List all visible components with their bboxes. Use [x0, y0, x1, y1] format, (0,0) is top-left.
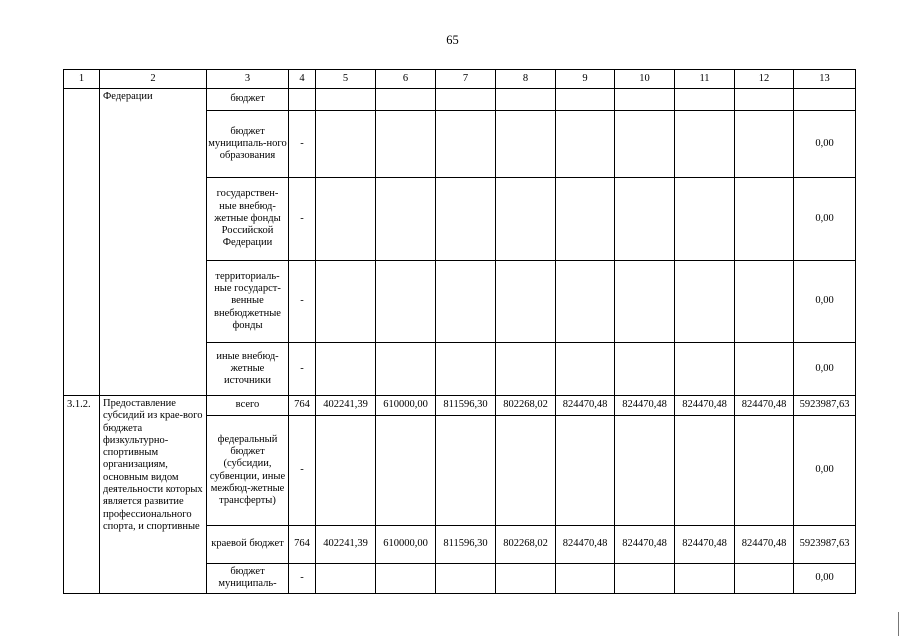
value-cell [376, 343, 436, 396]
total-cell: 0,00 [794, 343, 856, 396]
value-cell [735, 178, 794, 261]
value-cell [376, 261, 436, 343]
value-cell: 824470,48 [735, 526, 794, 564]
total-cell: 5923987,63 [794, 396, 856, 416]
funding-source-cell: территориаль-ные государст-венные внебюджетные фонды [207, 261, 289, 343]
value-cell: 824470,48 [615, 526, 675, 564]
row-number-cell: 3.1.2. [64, 396, 100, 594]
value-cell [436, 178, 496, 261]
code-cell: - [289, 261, 316, 343]
value-cell [496, 178, 556, 261]
value-cell [556, 416, 615, 526]
value-cell [615, 89, 675, 111]
value-cell: 824470,48 [675, 396, 735, 416]
value-cell [556, 178, 615, 261]
funding-source-cell: всего [207, 396, 289, 416]
measure-name-cell: Предоставление субсидий из крае-вого бюджета физкультурно-спортивным организациям, основным видом деятельности которых является развитие профессионального спорта, и спортивные [100, 396, 207, 594]
value-cell [556, 111, 615, 178]
value-cell [316, 111, 376, 178]
page-edge-mark [898, 612, 899, 636]
value-cell [436, 111, 496, 178]
funding-source-cell: краевой бюджет [207, 526, 289, 564]
value-cell [316, 416, 376, 526]
value-cell [436, 89, 496, 111]
value-cell [556, 564, 615, 594]
value-cell [496, 111, 556, 178]
value-cell [735, 564, 794, 594]
value-cell: 811596,30 [436, 396, 496, 416]
value-cell [675, 416, 735, 526]
value-cell [436, 343, 496, 396]
header-cell: 9 [556, 70, 615, 89]
value-cell: 811596,30 [436, 526, 496, 564]
value-cell [496, 416, 556, 526]
value-cell [496, 564, 556, 594]
total-cell: 5923987,63 [794, 526, 856, 564]
value-cell [376, 416, 436, 526]
funding-source-cell: бюджет муниципаль- [207, 564, 289, 594]
table-row [64, 89, 856, 111]
code-cell: 764 [289, 526, 316, 564]
value-cell [496, 261, 556, 343]
value-cell [556, 261, 615, 343]
value-cell [615, 343, 675, 396]
value-cell [735, 111, 794, 178]
value-cell [316, 261, 376, 343]
value-cell [376, 89, 436, 111]
value-cell [675, 178, 735, 261]
header-cell: 10 [615, 70, 675, 89]
value-cell: 824470,48 [675, 526, 735, 564]
value-cell [675, 261, 735, 343]
total-cell: 0,00 [794, 564, 856, 594]
value-cell [316, 178, 376, 261]
total-cell [794, 89, 856, 111]
code-cell: - [289, 178, 316, 261]
value-cell [436, 261, 496, 343]
value-cell [556, 343, 615, 396]
code-cell: - [289, 416, 316, 526]
header-cell: 5 [316, 70, 376, 89]
value-cell: 802268,02 [496, 526, 556, 564]
value-cell [556, 89, 615, 111]
value-cell: 610000,00 [376, 526, 436, 564]
value-cell: 802268,02 [496, 396, 556, 416]
value-cell: 402241,39 [316, 526, 376, 564]
value-cell: 824470,48 [556, 396, 615, 416]
header-cell: 1 [64, 70, 100, 89]
value-cell: 824470,48 [735, 396, 794, 416]
value-cell [735, 416, 794, 526]
budget-table [63, 69, 856, 594]
code-cell [289, 89, 316, 111]
total-cell: 0,00 [794, 178, 856, 261]
funding-source-cell: иные внебюд-жетные источники [207, 343, 289, 396]
value-cell: 824470,48 [556, 526, 615, 564]
value-cell [675, 89, 735, 111]
total-cell: 0,00 [794, 111, 856, 178]
value-cell [436, 564, 496, 594]
value-cell [316, 564, 376, 594]
funding-source-cell: бюджет [207, 89, 289, 111]
value-cell [735, 89, 794, 111]
value-cell: 402241,39 [316, 396, 376, 416]
value-cell [496, 89, 556, 111]
value-cell [615, 178, 675, 261]
measure-name-cell: Федерации [100, 89, 207, 396]
header-row [64, 70, 856, 89]
value-cell [436, 416, 496, 526]
value-cell [675, 343, 735, 396]
value-cell [735, 261, 794, 343]
value-cell [615, 261, 675, 343]
funding-source-cell: федеральный бюджет (субсидии, субвенции, иные межбюд-жетные трансферты) [207, 416, 289, 526]
value-cell [376, 178, 436, 261]
value-cell [376, 564, 436, 594]
header-cell: 6 [376, 70, 436, 89]
header-cell: 12 [735, 70, 794, 89]
header-cell: 4 [289, 70, 316, 89]
value-cell [376, 111, 436, 178]
value-cell [675, 564, 735, 594]
row-number-cell [64, 89, 100, 396]
value-cell: 824470,48 [615, 396, 675, 416]
header-cell: 2 [100, 70, 207, 89]
value-cell [615, 111, 675, 178]
total-cell: 0,00 [794, 416, 856, 526]
code-cell: 764 [289, 396, 316, 416]
code-cell: - [289, 564, 316, 594]
value-cell [615, 416, 675, 526]
code-cell: - [289, 343, 316, 396]
value-cell [316, 343, 376, 396]
header-cell: 8 [496, 70, 556, 89]
page-number: 65 [446, 33, 459, 47]
header-cell: 7 [436, 70, 496, 89]
value-cell [615, 564, 675, 594]
value-cell [675, 111, 735, 178]
value-cell: 610000,00 [376, 396, 436, 416]
funding-source-cell: бюджет муниципаль-ного образования [207, 111, 289, 178]
header-cell: 3 [207, 70, 289, 89]
value-cell [316, 89, 376, 111]
total-cell: 0,00 [794, 261, 856, 343]
header-cell: 13 [794, 70, 856, 89]
value-cell [735, 343, 794, 396]
value-cell [496, 343, 556, 396]
code-cell: - [289, 111, 316, 178]
header-cell: 11 [675, 70, 735, 89]
funding-source-cell: государствен-ные внебюд-жетные фонды Российской Федерации [207, 178, 289, 261]
table-row [64, 396, 856, 416]
